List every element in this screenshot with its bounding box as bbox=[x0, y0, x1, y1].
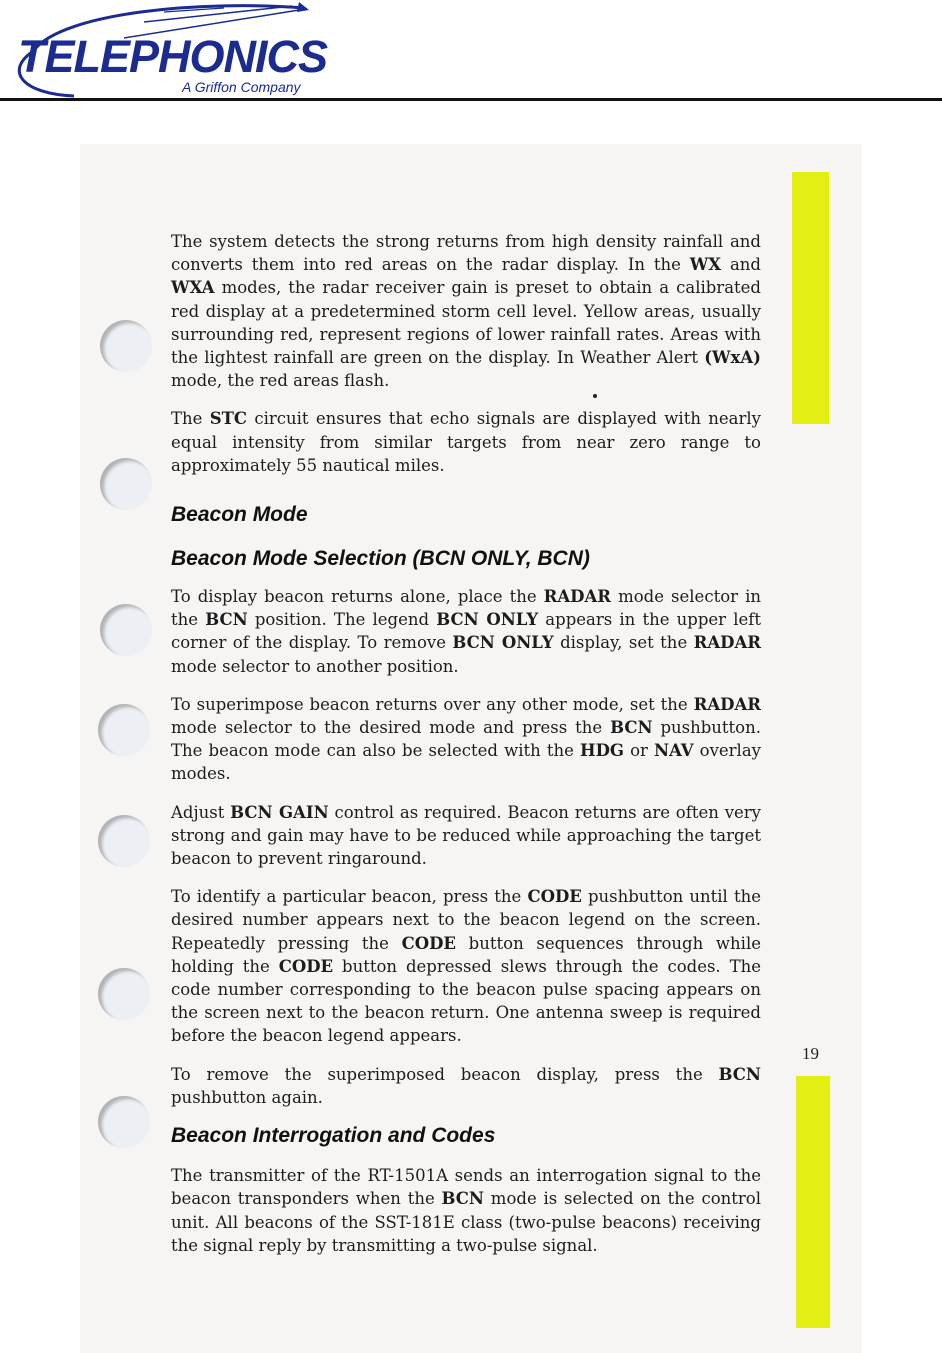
text-run: circuit ensures that echo signals are displayed with nearly equal intensity from similar targets from near zero range to approximately 55 nautical miles. bbox=[171, 409, 761, 475]
text-run: button sequences through while holding the bbox=[171, 933, 761, 976]
heading-beacon-mode-selection: Beacon Mode Selection (BCN ONLY, BCN) bbox=[171, 547, 590, 571]
paragraph-remove-beacon bbox=[171, 1063, 761, 1109]
text-run: pushbutton. The beacon mode can also be selected with the bbox=[171, 718, 761, 761]
paragraph-superimpose bbox=[171, 693, 761, 786]
text-bold: WX bbox=[689, 255, 722, 275]
text-bold: BCN bbox=[610, 718, 653, 738]
text-run: The transmitter of the RT-1501A sends an interrogation signal to the beacon transponders when the bbox=[171, 1166, 761, 1209]
page-content bbox=[171, 230, 761, 1272]
text-run: control as required. Beacon returns are often very strong and gain may have to be reduced while approaching the target beacon to prevent ringaround. bbox=[171, 802, 761, 869]
paragraph-weather-detection bbox=[171, 230, 761, 392]
text-run: mode is selected on the control unit. All beacons of the SST-181E class (two-pulse beacons) receiving the signal reply by transmitting a two-pulse signal. bbox=[171, 1189, 761, 1255]
heading-beacon-interrogation: Beacon Interrogation and Codes bbox=[171, 1124, 496, 1148]
text-bold: BCN ONLY bbox=[452, 633, 554, 653]
text-run: mode selector in the bbox=[171, 587, 761, 630]
text-run: pushbutton until the desired number appears next to the beacon legend on the screen. Repeatedly pressing the bbox=[171, 887, 761, 953]
text-bold: RADAR bbox=[693, 633, 761, 653]
text-run: appears in the upper left corner of the display. To remove bbox=[171, 610, 761, 653]
text-bold: BCN bbox=[205, 610, 248, 630]
paragraph-code bbox=[171, 885, 761, 1047]
section-tab-top bbox=[792, 172, 829, 424]
brand-wordmark: TELEPHONICS bbox=[18, 31, 328, 82]
text-bold: CODE bbox=[401, 933, 456, 953]
text-run: overlay modes. bbox=[171, 741, 761, 784]
binder-hole bbox=[98, 704, 150, 756]
binder-hole bbox=[98, 815, 150, 867]
paragraph-interrogation bbox=[171, 1164, 761, 1257]
text-run: To superimpose beacon returns over any other mode, set the bbox=[171, 694, 694, 714]
paragraph-stc bbox=[171, 407, 761, 477]
text-bold: WXA bbox=[171, 278, 215, 298]
page-number: 19 bbox=[802, 1044, 819, 1063]
text-run: position. The legend bbox=[247, 610, 437, 630]
binder-hole bbox=[100, 604, 152, 656]
text-run: mode, the red areas flash. bbox=[171, 371, 390, 391]
text-run: pushbutton again. bbox=[171, 1087, 323, 1107]
text-run: and bbox=[721, 255, 761, 275]
heading-beacon-mode: Beacon Mode bbox=[171, 503, 308, 527]
binder-hole bbox=[98, 968, 150, 1020]
text-bold: RADAR bbox=[543, 587, 612, 607]
header-divider bbox=[0, 98, 942, 101]
text-bold: BCN bbox=[718, 1064, 761, 1084]
text-run: display, set the bbox=[553, 633, 694, 653]
text-bold: BCN GAIN bbox=[230, 802, 329, 822]
text-bold: HDG bbox=[579, 741, 624, 761]
text-bold: BCN bbox=[441, 1189, 485, 1209]
text-run: To remove the superimposed beacon display, press the bbox=[171, 1064, 719, 1084]
text-run: or bbox=[623, 741, 655, 761]
paragraph-bcn-gain bbox=[171, 801, 761, 871]
text-run: mode selector to the desired mode and press the bbox=[171, 718, 611, 738]
text-run: To identify a particular beacon, press the bbox=[171, 887, 528, 907]
page-header bbox=[0, 0, 942, 104]
section-tab-bottom bbox=[796, 1076, 830, 1328]
text-bold: BCN ONLY bbox=[436, 610, 539, 630]
text-bold: STC bbox=[209, 409, 248, 429]
binder-hole bbox=[100, 320, 152, 372]
text-bold: RADAR bbox=[693, 694, 761, 714]
binder-hole bbox=[100, 458, 152, 510]
text-bold: CODE bbox=[278, 956, 334, 976]
text-run: Adjust bbox=[171, 802, 231, 822]
text-run: modes, the radar receiver gain is preset to obtain a calibrated red display at a predetermined storm cell level. Yellow areas, usually surrounding red, represent regions of lower rainfall rates. Areas with the lightest rainfall are green on the display. In Weather Alert bbox=[171, 278, 761, 368]
text-bold: (WxA) bbox=[704, 348, 761, 368]
text-bold: NAV bbox=[654, 741, 694, 761]
text-run: The system detects the strong returns from high density rainfall and converts them into red areas on the radar display. In the bbox=[171, 232, 761, 275]
text-run: mode selector to another position. bbox=[171, 656, 459, 676]
text-run: button depressed slews through the codes. The code number corresponding to the beacon pulse spacing appears on the screen next to the beacon return. One antenna sweep is required before the beacon legend appears. bbox=[171, 956, 761, 1046]
text-bold: CODE bbox=[527, 887, 582, 907]
paragraph-bcn-only bbox=[171, 585, 761, 678]
telephonics-logo bbox=[4, 2, 364, 98]
binder-hole bbox=[98, 1096, 150, 1148]
text-run: To display beacon returns alone, place the bbox=[171, 587, 544, 607]
brand-tagline: A Griffon Company bbox=[182, 79, 301, 95]
text-run: The bbox=[171, 409, 210, 429]
